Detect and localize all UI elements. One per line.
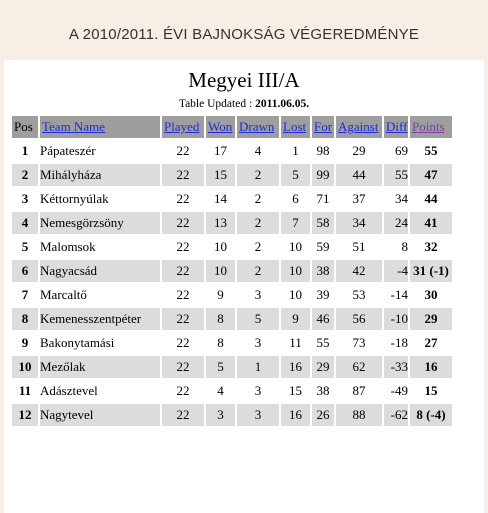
sort-lost-link[interactable]: Lost <box>283 119 307 134</box>
row-goals-against: 37 <box>335 187 383 211</box>
table-updated <box>4 98 484 110</box>
row-goals-against: 29 <box>335 139 383 163</box>
row-played: 22 <box>161 331 205 355</box>
row-goal-diff: 69 <box>383 139 409 163</box>
col-header-for <box>311 116 335 139</box>
row-pos: 9 <box>12 331 39 355</box>
row-goals-against: 44 <box>335 163 383 187</box>
sort-for-link[interactable]: For <box>314 119 333 134</box>
table-row <box>12 163 452 187</box>
row-played: 22 <box>161 355 205 379</box>
row-goals-for: 71 <box>311 187 335 211</box>
row-lost: 10 <box>280 283 311 307</box>
header-row <box>12 116 452 139</box>
row-team-name: Malomsok <box>39 235 161 259</box>
row-lost: 10 <box>280 259 311 283</box>
col-header-won <box>205 116 236 139</box>
row-played: 22 <box>161 235 205 259</box>
row-lost: 10 <box>280 235 311 259</box>
standings-table <box>12 116 452 426</box>
row-goal-diff: -14 <box>383 283 409 307</box>
col-header-against <box>335 116 383 139</box>
col-header-points <box>409 116 452 139</box>
row-team-name: Pápateszér <box>39 139 161 163</box>
row-team-name: Kéttornyúlak <box>39 187 161 211</box>
row-won: 13 <box>205 211 236 235</box>
row-goal-diff: -4 <box>383 259 409 283</box>
row-goals-for: 38 <box>311 259 335 283</box>
table-row <box>12 403 452 426</box>
sort-team-link[interactable]: Team Name <box>42 119 105 134</box>
row-pos: 10 <box>12 355 39 379</box>
row-goal-diff: -33 <box>383 355 409 379</box>
row-lost: 15 <box>280 379 311 403</box>
col-header-diff <box>383 116 409 139</box>
row-goal-diff: -62 <box>383 403 409 426</box>
row-lost: 1 <box>280 139 311 163</box>
row-goals-for: 98 <box>311 139 335 163</box>
row-goals-against: 42 <box>335 259 383 283</box>
updated-label: Table Updated : <box>178 98 253 110</box>
table-row <box>12 187 452 211</box>
row-drawn: 4 <box>236 139 280 163</box>
table-row <box>12 331 452 355</box>
row-goal-diff: -49 <box>383 379 409 403</box>
row-points: 31 (-1) <box>409 259 452 283</box>
col-header-team <box>39 116 161 139</box>
row-goals-for: 38 <box>311 379 335 403</box>
row-team-name: Nagytevel <box>39 403 161 426</box>
row-drawn: 2 <box>236 187 280 211</box>
col-header-played <box>161 116 205 139</box>
sort-against-link[interactable]: Against <box>338 119 379 134</box>
row-goals-against: 53 <box>335 283 383 307</box>
row-drawn: 3 <box>236 403 280 426</box>
row-points: 41 <box>409 211 452 235</box>
row-played: 22 <box>161 403 205 426</box>
row-goal-diff: 8 <box>383 235 409 259</box>
row-points: 8 (-4) <box>409 403 452 426</box>
row-goals-against: 88 <box>335 403 383 426</box>
row-pos: 2 <box>12 163 39 187</box>
row-goals-for: 26 <box>311 403 335 426</box>
row-goals-for: 39 <box>311 283 335 307</box>
row-played: 22 <box>161 307 205 331</box>
row-pos: 4 <box>12 211 39 235</box>
row-team-name: Mihályháza <box>39 163 161 187</box>
row-goals-for: 59 <box>311 235 335 259</box>
row-goals-against: 34 <box>335 211 383 235</box>
row-won: 8 <box>205 307 236 331</box>
table-row <box>12 235 452 259</box>
col-header-pos: Pos <box>12 116 39 139</box>
row-lost: 7 <box>280 211 311 235</box>
table-row <box>12 211 452 235</box>
row-drawn: 5 <box>236 307 280 331</box>
row-goals-against: 87 <box>335 379 383 403</box>
row-drawn: 2 <box>236 259 280 283</box>
row-played: 22 <box>161 283 205 307</box>
row-won: 3 <box>205 403 236 426</box>
row-team-name: Marcaltő <box>39 283 161 307</box>
col-header-drawn <box>236 116 280 139</box>
row-played: 22 <box>161 163 205 187</box>
row-goals-against: 62 <box>335 355 383 379</box>
sort-diff-link[interactable]: Diff <box>386 119 408 134</box>
row-lost: 5 <box>280 163 311 187</box>
row-won: 14 <box>205 187 236 211</box>
row-points: 47 <box>409 163 452 187</box>
sort-played-link[interactable]: Played <box>164 119 200 134</box>
row-lost: 6 <box>280 187 311 211</box>
sort-points-link[interactable]: Points <box>412 119 445 134</box>
row-won: 10 <box>205 259 236 283</box>
row-played: 22 <box>161 187 205 211</box>
row-drawn: 2 <box>236 163 280 187</box>
row-lost: 16 <box>280 403 311 426</box>
table-row <box>12 283 452 307</box>
table-row <box>12 259 452 283</box>
row-team-name: Nagyacsád <box>39 259 161 283</box>
row-team-name: Kemenesszentpéter <box>39 307 161 331</box>
row-won: 17 <box>205 139 236 163</box>
row-won: 5 <box>205 355 236 379</box>
row-pos: 7 <box>12 283 39 307</box>
row-drawn: 2 <box>236 211 280 235</box>
row-points: 55 <box>409 139 452 163</box>
col-header-lost <box>280 116 311 139</box>
row-won: 9 <box>205 283 236 307</box>
page-title: A 2010/2011. ÉVI BAJNOKSÁG VÉGEREDMÉNYE <box>68 26 420 43</box>
row-points: 32 <box>409 235 452 259</box>
table-row <box>12 379 452 403</box>
row-pos: 11 <box>12 379 39 403</box>
row-played: 22 <box>161 379 205 403</box>
row-lost: 11 <box>280 331 311 355</box>
row-played: 22 <box>161 211 205 235</box>
row-pos: 1 <box>12 139 39 163</box>
row-won: 10 <box>205 235 236 259</box>
row-team-name: Bakonytamási <box>39 331 161 355</box>
row-goals-against: 73 <box>335 331 383 355</box>
row-goals-for: 55 <box>311 331 335 355</box>
row-drawn: 3 <box>236 379 280 403</box>
row-pos: 6 <box>12 259 39 283</box>
row-goals-for: 99 <box>311 163 335 187</box>
row-goal-diff: 55 <box>383 163 409 187</box>
row-goals-for: 46 <box>311 307 335 331</box>
row-points: 44 <box>409 187 452 211</box>
row-team-name: Nemesgörzsöny <box>39 211 161 235</box>
row-team-name: Adásztevel <box>39 379 161 403</box>
updated-date: 2011.06.05. <box>255 98 310 110</box>
row-points: 27 <box>409 331 452 355</box>
row-drawn: 2 <box>236 235 280 259</box>
row-points: 29 <box>409 307 452 331</box>
row-goals-for: 29 <box>311 355 335 379</box>
row-points: 16 <box>409 355 452 379</box>
table-row <box>12 307 452 331</box>
row-team-name: Mezőlak <box>39 355 161 379</box>
row-played: 22 <box>161 259 205 283</box>
row-points: 30 <box>409 283 452 307</box>
sort-drawn-link[interactable]: Drawn <box>239 119 275 134</box>
row-pos: 5 <box>12 235 39 259</box>
row-goals-against: 51 <box>335 235 383 259</box>
row-won: 8 <box>205 331 236 355</box>
sort-won-link[interactable]: Won <box>208 119 233 134</box>
row-lost: 16 <box>280 355 311 379</box>
row-drawn: 1 <box>236 355 280 379</box>
row-lost: 9 <box>280 307 311 331</box>
row-goals-against: 56 <box>335 307 383 331</box>
table-row <box>12 355 452 379</box>
row-goal-diff: -10 <box>383 307 409 331</box>
row-points: 15 <box>409 379 452 403</box>
row-pos: 3 <box>12 187 39 211</box>
row-goal-diff: 34 <box>383 187 409 211</box>
row-drawn: 3 <box>236 283 280 307</box>
row-won: 15 <box>205 163 236 187</box>
table-row <box>12 139 452 163</box>
row-won: 4 <box>205 379 236 403</box>
row-pos: 8 <box>12 307 39 331</box>
row-played: 22 <box>161 139 205 163</box>
row-drawn: 3 <box>236 331 280 355</box>
league-name: Megyei III/A <box>188 68 300 92</box>
row-goal-diff: 24 <box>383 211 409 235</box>
row-goal-diff: -18 <box>383 331 409 355</box>
row-pos: 12 <box>12 403 39 426</box>
row-goals-for: 58 <box>311 211 335 235</box>
